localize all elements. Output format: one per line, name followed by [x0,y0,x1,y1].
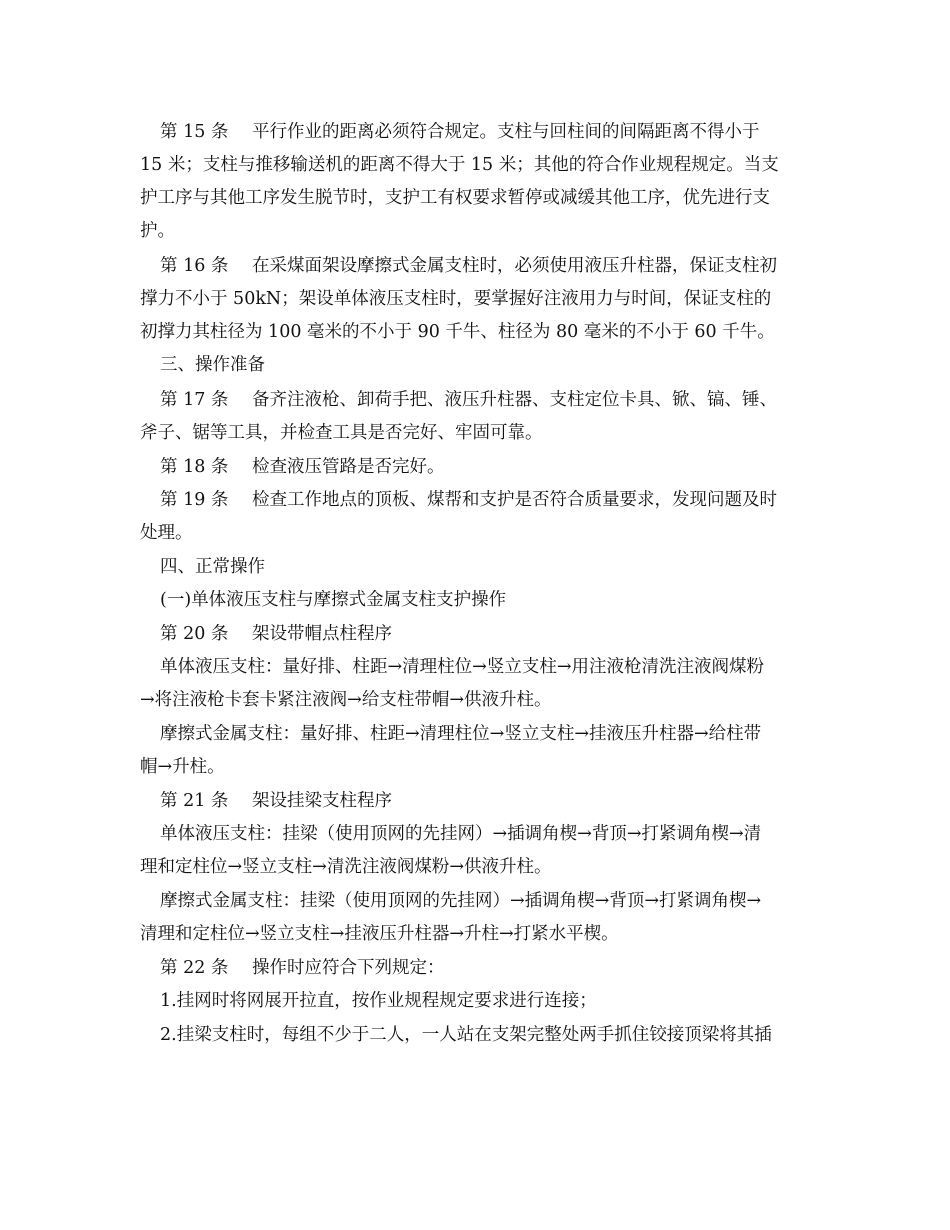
article-number: 第 18 条 [160,457,229,477]
paragraph-line: 摩擦式金属支柱：挂梁（使用顶网的先挂网）→插调角楔→背顶→打紧调角楔→ [160,891,762,911]
paragraph-line: 处理。 [140,523,193,543]
article-number: 第 19 条 [160,490,229,510]
article-15-line-1 [160,121,812,143]
article-18-line-1 [160,456,812,478]
paragraph-text: 平行作业的距离必须符合规定。支柱与回柱间的间隔距离不得小于 [252,122,760,142]
paragraph-text: 备齐注液枪、卸荷手把、液压升柱器、支柱定位卡具、锨、镐、锤、 [252,390,777,410]
article-20-line-1 [160,623,812,645]
paragraph-line: 15 米；支柱与推移输送机的距离不得大于 15 米；其他的符合作业规程规定。当支 [140,155,779,175]
paragraph-text: 操作时应符合下列规定： [252,958,445,978]
article-17-line-1 [160,389,812,411]
article-number: 第 21 条 [160,791,229,811]
article-number: 第 15 条 [160,122,229,142]
paragraph-text: 在采煤面架设摩擦式金属支柱时，必须使用液压升柱器，保证支柱初 [252,256,777,276]
paragraph-line: 护。 [140,221,175,241]
paragraph-text: 检查液压管路是否完好。 [252,457,445,477]
section-heading: 三、操作准备 [160,355,265,375]
article-21-line-1 [160,790,812,812]
section-heading: 四、正常操作 [160,557,265,577]
paragraph-line: 单体液压支柱：挂梁（使用顶网的先挂网）→插调角楔→背顶→打紧调角楔→清 [160,824,762,844]
paragraph-line: 斧子、锯等工具，并检查工具是否完好、牢固可靠。 [140,423,543,443]
paragraph-line: 理和定柱位→竖立支柱→清洗注液阀煤粉→供液升柱。 [140,857,552,877]
paragraph-text: 检查工作地点的顶板、煤帮和支护是否符合质量要求，发现问题及时 [252,490,777,510]
article-number: 第 22 条 [160,958,229,978]
list-item: 2.挂梁支柱时，每组不少于二人，一人站在支架完整处两手抓住铰接顶梁将其插 [160,1025,772,1045]
article-number: 第 20 条 [160,624,229,644]
paragraph-line: 单体液压支柱：量好排、柱距→清理柱位→竖立支柱→用注液枪清洗注液阀煤粉 [160,657,764,677]
paragraph-line: 护工序与其他工序发生脱节时，支护工有权要求暂停或减缓其他工序，优先进行支 [140,188,770,208]
paragraph-line: 帽→升柱。 [140,757,225,777]
paragraph-line: 摩擦式金属支柱：量好排、柱距→清理柱位→竖立支柱→挂液压升柱器→给柱带 [160,724,762,744]
article-16-line-1 [160,255,812,277]
article-22-line-1 [160,957,812,979]
article-number: 第 17 条 [160,390,229,410]
article-number: 第 16 条 [160,256,229,276]
paragraph-line: 初撑力其柱径为 100 毫米的不小于 90 千牛、柱径为 80 毫米的不小于 60 千牛。 [140,322,775,342]
paragraph-line: →将注液枪卡套卡紧注液阀→给支柱带帽→供液升柱。 [140,690,552,710]
paragraph-text: 架设挂梁支柱程序 [252,791,392,811]
paragraph-line: 清理和定柱位→竖立支柱→挂液压升柱器→升柱→打紧水平楔。 [140,924,619,944]
paragraph-text: 架设带帽点柱程序 [252,624,392,644]
paragraph-line: 撑力不小于 50kN；架设单体液压支柱时，要掌握好注液用力与时间，保证支柱的 [140,289,772,309]
article-19-line-1 [160,489,812,511]
list-item: 1.挂网时将网展开拉直，按作业规程规定要求进行连接； [160,991,597,1011]
subsection-heading: (一)单体液压支柱与摩擦式金属支柱支护操作 [160,590,507,610]
